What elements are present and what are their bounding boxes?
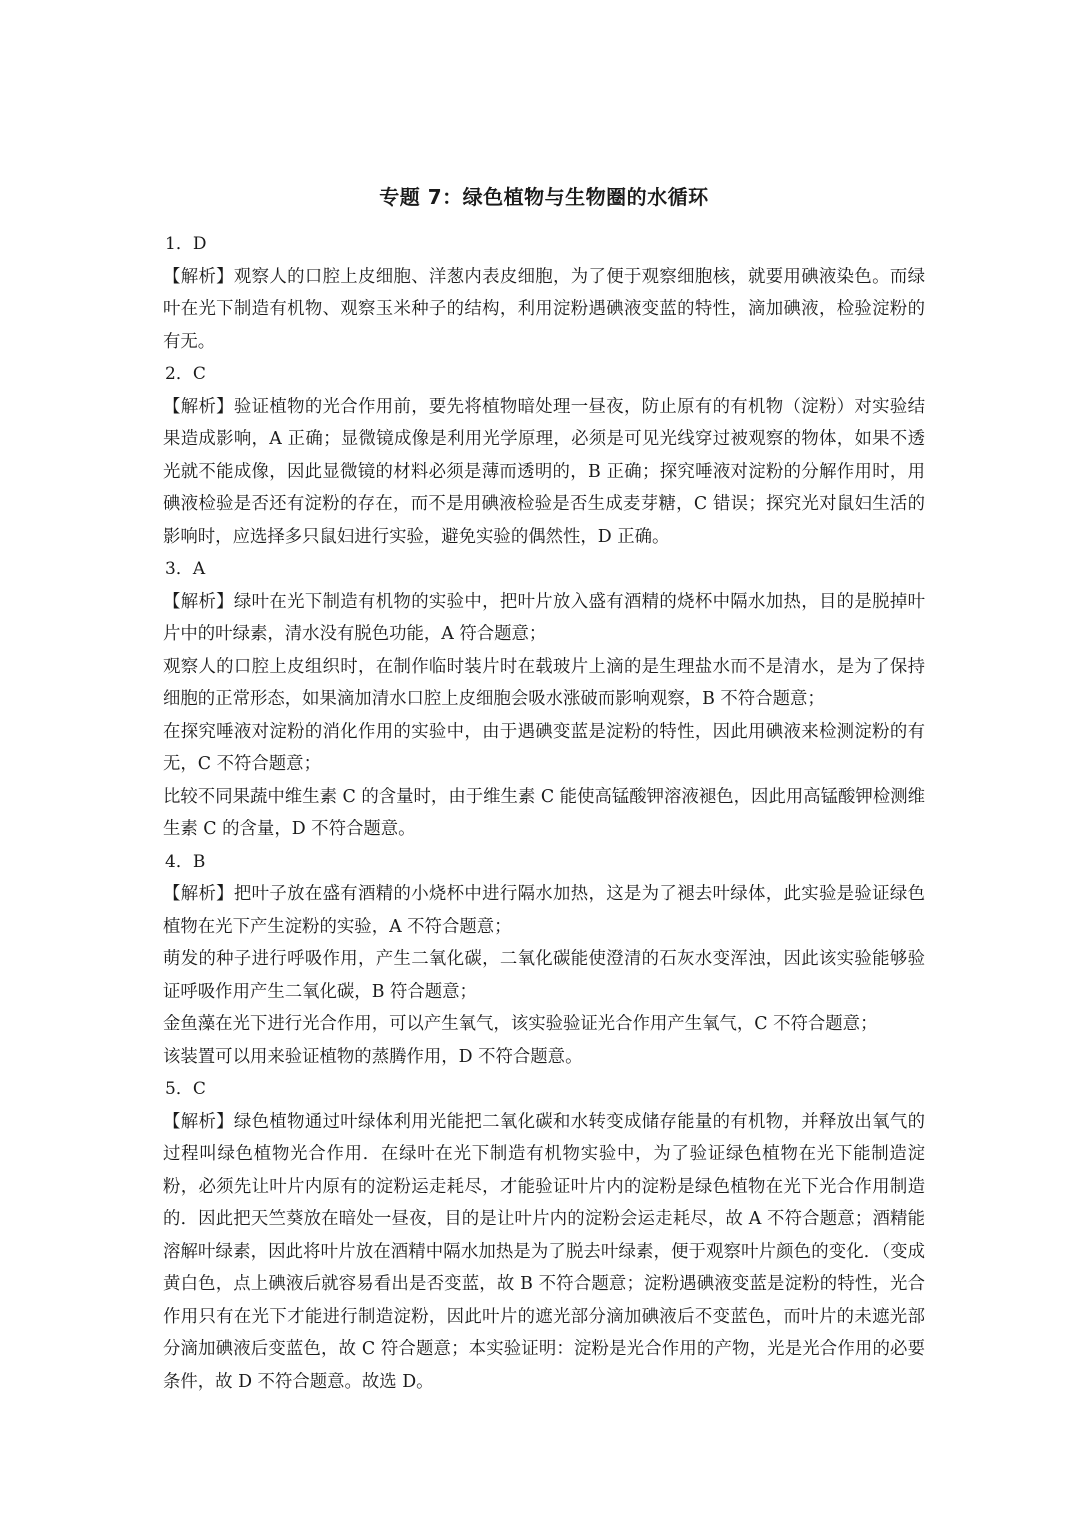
explanation-paragraph: 比较不同果蔬中维生素 C 的含量时，由于维生素 C 能使高锰酸钾溶液褪色，因此用高锰酸钾检测维生素 C 的含量，D 不符合题意。 (163, 786, 925, 839)
question-3 (163, 553, 925, 846)
document-page (163, 180, 925, 1398)
explanation-paragraph: 该装置可以用来验证植物的蒸腾作用，D 不符合题意。 (163, 1046, 583, 1067)
explanation-paragraph: 在探究唾液对淀粉的消化作用的实验中，由于遇碘变蓝是淀粉的特性，因此用碘液来检测淀粉的有无，C 不符合题意； (163, 721, 925, 774)
question-number: 5．C (165, 1079, 206, 1099)
analysis-tag: 【解析】 (163, 1111, 234, 1132)
question-number: 1．D (165, 234, 207, 254)
question-5 (163, 1073, 925, 1398)
question-2 (163, 358, 925, 553)
question-1 (163, 228, 925, 358)
question-number: 3．A (165, 559, 206, 579)
explanation-paragraph: 【解析】绿叶在光下制造有机物的实验中，把叶片放入盛有酒精的烧杯中隔水加热，目的是脱掉叶片中的叶绿素，清水没有脱色功能，A 符合题意； (163, 591, 925, 644)
question-number: 4．B (165, 851, 206, 872)
explanation-paragraph: 【解析】验证植物的光合作用前，要先将植物暗处理一昼夜，防止原有的有机物（淀粉）对实验结果造成影响，A 正确；显微镜成像是利用光学原理，必须是可见光线穿过被观察的物体，如果不透光就不能成像，因此显微镜的材料必须是薄而透明的，B 正确；探究唾液对淀粉的分解作用时，用碘液检验是否还有淀粉的存在，而不是用碘液检验是否生成麦芽糖，C 错误；探究光对鼠妇生活的影响时，应选择多只鼠妇进行实验，避免实验的偶然性，D 正确。 (163, 396, 925, 547)
explanation-paragraph: 金鱼藻在光下进行光合作用，可以产生氧气，该实验验证光合作用产生氧气，C 不符合题意； (163, 1014, 878, 1034)
explanation-paragraph: 【解析】把叶子放在盛有酒精的小烧杯中进行隔水加热，这是为了褪去叶绿体，此实验是验证绿色植物在光下产生淀粉的实验，A 不符合题意； (163, 884, 925, 937)
analysis-tag: 【解析】 (163, 396, 234, 417)
question-4 (163, 846, 925, 1074)
explanation-paragraph: 萌发的种子进行呼吸作用，产生二氧化碳，二氧化碳能使澄清的石灰水变浑浊，因此该实验能够验证呼吸作用产生二氧化碳，B 符合题意； (163, 949, 925, 1002)
analysis-tag: 【解析】 (163, 591, 234, 612)
explanation-paragraph: 观察人的口腔上皮组织时，在制作临时装片时在载玻片上滴的是生理盐水而不是清水，是为了保持细胞的正常形态，如果滴加清水口腔上皮细胞会吸水涨破而影响观察，B 不符合题意； (163, 656, 925, 709)
question-number: 2．C (165, 364, 206, 384)
page-title: 专题 7：绿色植物与生物圈的水循环 (379, 185, 709, 209)
explanation-paragraph: 【解析】绿色植物通过叶绿体利用光能把二氧化碳和水转变成储存能量的有机物，并释放出氧气的过程叫绿色植物光合作用．在绿叶在光下制造有机物实验中，为了验证绿色植物在光下能制造淀粉，必须先让叶片内原有的淀粉运走耗尽，才能验证叶片内的淀粉是绿色植物在光下光合作用制造的．因此把天竺葵放在暗处一昼夜，目的是让叶片内的淀粉会运走耗尽，故 A 不符合题意；酒精能溶解叶绿素，因此将叶片放在酒精中隔水加热是为了脱去叶绿素，便于观察叶片颜色的变化．（变成黄白色，点上碘液后就容易看出是否变蓝，故 B 不符合题意；淀粉遇碘液变蓝是淀粉的特性，光合作用只有在光下才能进行制造淀粉，因此叶片的遮光部分滴加碘液后不变蓝色，而叶片的未遮光部分滴加碘液后变蓝色，故 C 符合题意；本实验证明：淀粉是光合作用的产物，光是光合作用的必要条件，故 D 不符合题意。故选 D。 (163, 1111, 925, 1392)
analysis-tag: 【解析】 (163, 266, 234, 287)
analysis-tag: 【解析】 (163, 884, 234, 904)
explanation-paragraph: 【解析】观察人的口腔上皮细胞、洋葱内表皮细胞，为了便于观察细胞核，就要用碘液染色。而绿叶在光下制造有机物、观察玉米种子的结构，利用淀粉遇碘液变蓝的特性，滴加碘液，检验淀粉的有无。 (163, 266, 925, 352)
